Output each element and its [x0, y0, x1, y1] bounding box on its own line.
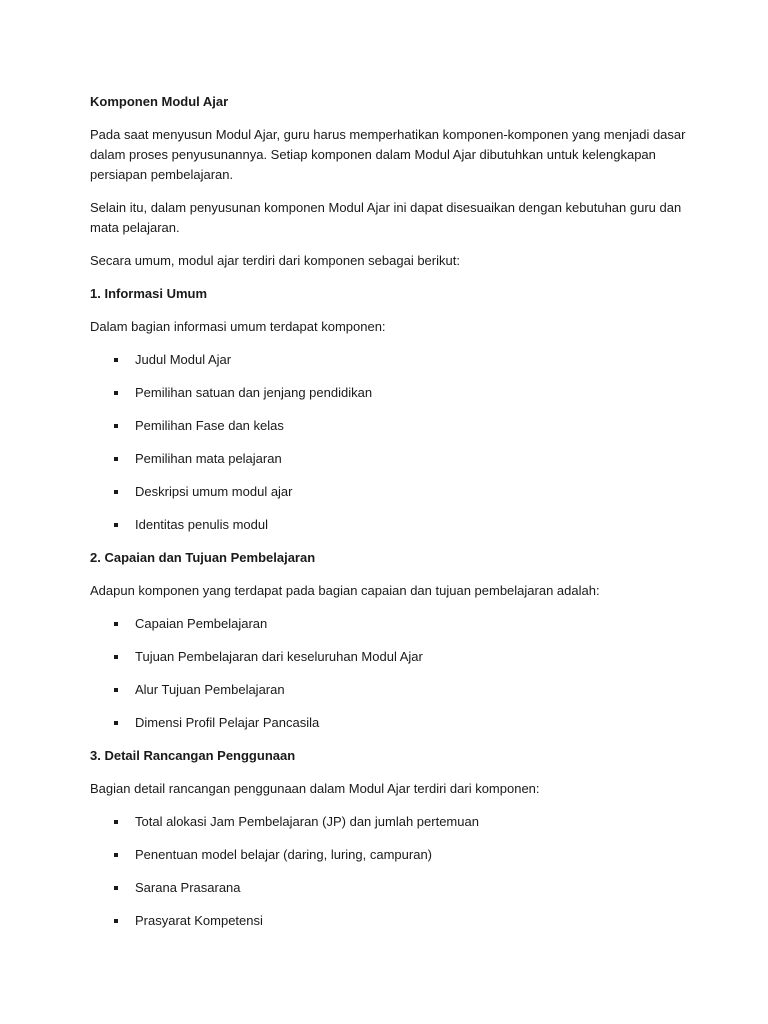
list-item: [90, 812, 690, 832]
list-item-text: Pemilihan satuan dan jenjang pendidikan: [135, 385, 373, 400]
list-item-text: Identitas penulis modul: [135, 517, 268, 532]
square-bullet-icon: [114, 490, 118, 494]
square-bullet-icon: [114, 391, 118, 395]
section-heading-detail-rancangan: 3. Detail Rancangan Penggunaan: [90, 748, 296, 763]
section-lead-capaian-tujuan: Adapun komponen yang terdapat pada bagian capaian dan tujuan pembelajaran adalah:: [90, 583, 600, 598]
list-item-text: Total alokasi Jam Pembelajaran (JP) dan jumlah pertemuan: [135, 814, 479, 829]
intro-paragraph-3: Secara umum, modul ajar terdiri dari komponen sebagai berikut:: [90, 253, 460, 268]
list-item-text: Prasyarat Kompetensi: [135, 913, 263, 928]
list-item: [90, 383, 690, 403]
document-title: Komponen Modul Ajar: [90, 94, 229, 109]
square-bullet-icon: [114, 919, 118, 923]
square-bullet-icon: [114, 820, 118, 824]
list-item: [90, 449, 690, 469]
list-item-text: Pemilihan Fase dan kelas: [135, 418, 284, 433]
list-item: [90, 647, 690, 667]
list-item-text: Dimensi Profil Pelajar Pancasila: [135, 715, 320, 730]
square-bullet-icon: [114, 424, 118, 428]
section-heading-capaian-tujuan: 2. Capaian dan Tujuan Pembelajaran: [90, 550, 316, 565]
section-list-capaian-tujuan: [90, 614, 690, 733]
list-item-text: Capaian Pembelajaran: [135, 616, 268, 631]
list-item: [90, 350, 690, 370]
list-item: [90, 845, 690, 865]
list-item-text: Tujuan Pembelajaran dari keseluruhan Modul Ajar: [135, 649, 423, 664]
list-item-text: Alur Tujuan Pembelajaran: [135, 682, 285, 697]
square-bullet-icon: [114, 853, 118, 857]
list-item: [90, 614, 690, 634]
list-item: [90, 515, 690, 535]
list-item-text: Judul Modul Ajar: [135, 352, 232, 367]
list-item-text: Sarana Prasarana: [135, 880, 241, 895]
square-bullet-icon: [114, 358, 118, 362]
square-bullet-icon: [114, 721, 118, 725]
list-item: [90, 680, 690, 700]
section-list-informasi-umum: [90, 350, 690, 535]
list-item-text: Pemilihan mata pelajaran: [135, 451, 282, 466]
list-item: [90, 416, 690, 436]
intro-paragraph-2: Selain itu, dalam penyusunan komponen Modul Ajar ini dapat disesuaikan dengan kebutuhan guru dan mata pelajaran.: [90, 200, 682, 235]
list-item: [90, 911, 690, 931]
section-lead-detail-rancangan: Bagian detail rancangan penggunaan dalam Modul Ajar terdiri dari komponen:: [90, 781, 540, 796]
list-item: [90, 713, 690, 733]
square-bullet-icon: [114, 886, 118, 890]
section-list-detail-rancangan: [90, 812, 690, 931]
square-bullet-icon: [114, 457, 118, 461]
document-body: [90, 92, 690, 944]
intro-paragraph-1: Pada saat menyusun Modul Ajar, guru harus memperhatikan komponen-komponen yang menjadi dasar dalam proses penyusunannya. Setiap komponen dalam Modul Ajar dibutuhkan untuk kelengkapan persiapan pembelajaran.: [90, 127, 686, 182]
list-item: [90, 878, 690, 898]
list-item-text: Penentuan model belajar (daring, luring, campuran): [135, 847, 433, 862]
section-lead-informasi-umum: Dalam bagian informasi umum terdapat komponen:: [90, 319, 386, 334]
square-bullet-icon: [114, 523, 118, 527]
square-bullet-icon: [114, 622, 118, 626]
square-bullet-icon: [114, 655, 118, 659]
section-heading-informasi-umum: 1. Informasi Umum: [90, 286, 208, 301]
square-bullet-icon: [114, 688, 118, 692]
list-item-text: Deskripsi umum modul ajar: [135, 484, 293, 499]
list-item: [90, 482, 690, 502]
